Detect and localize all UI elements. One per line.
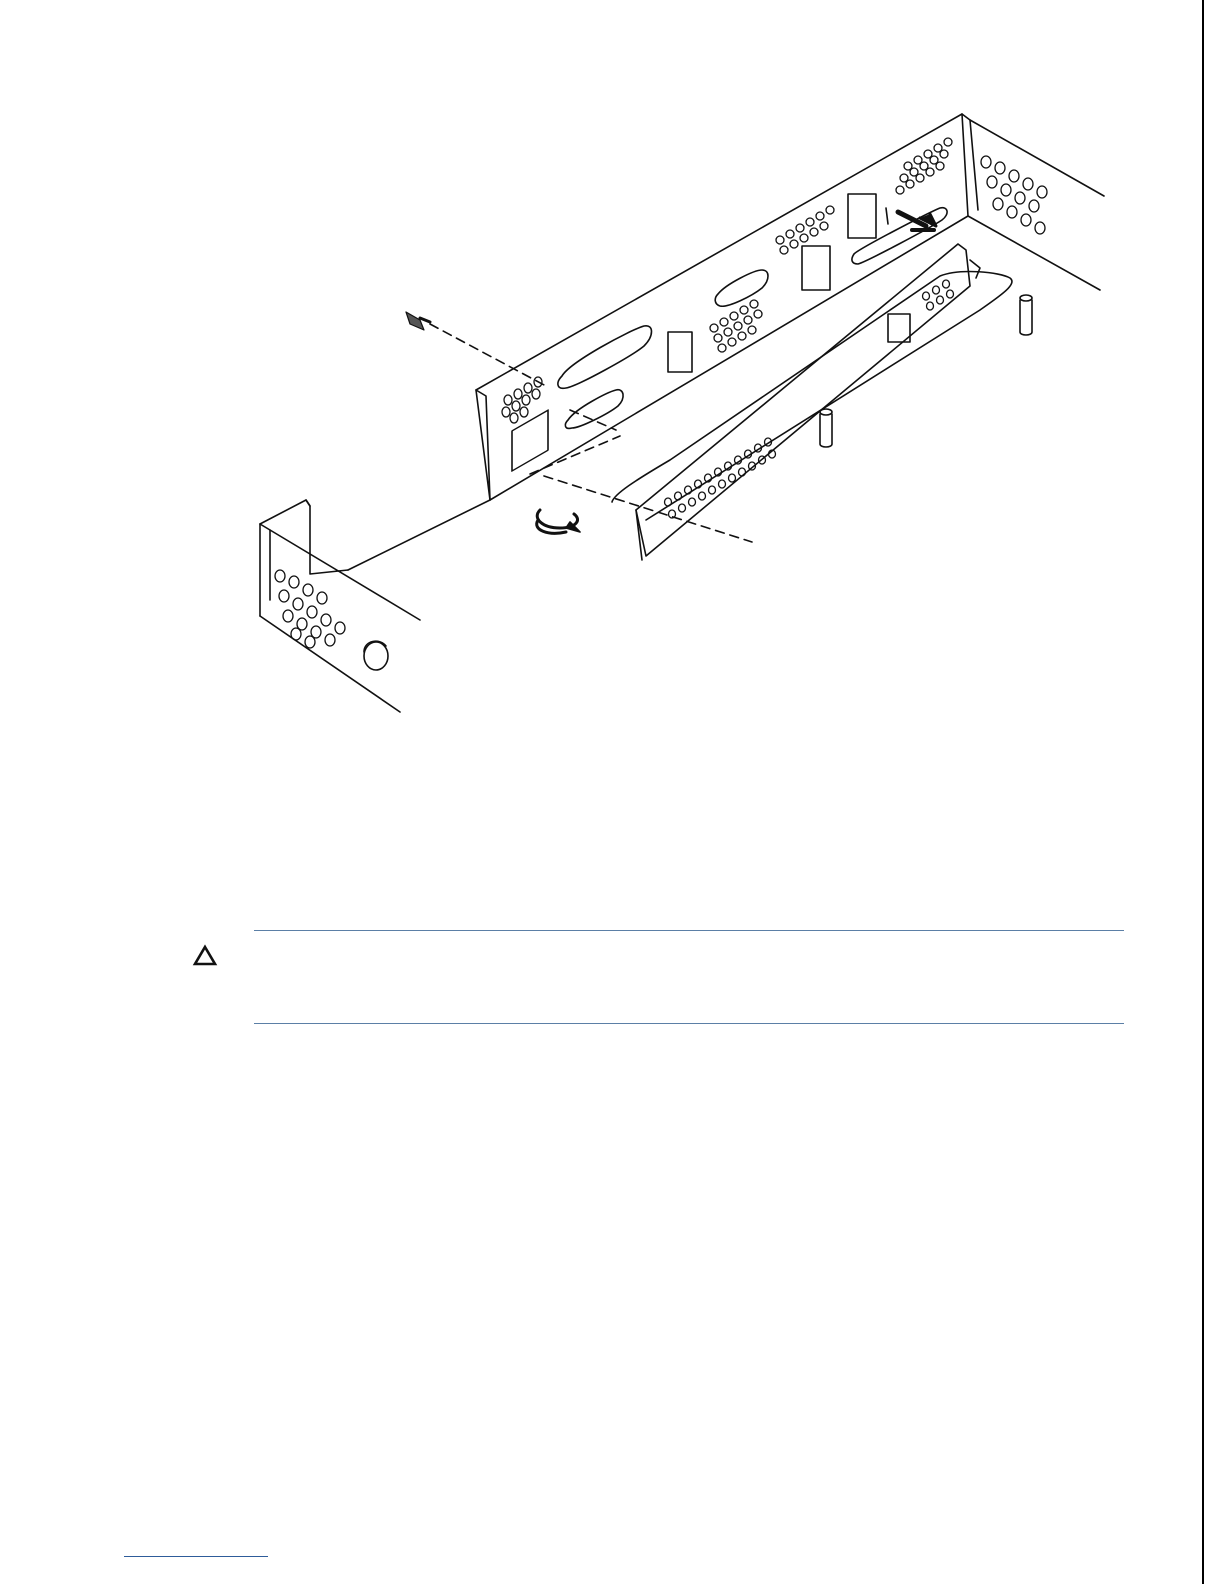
caution-triangle-icon	[192, 944, 218, 968]
footer-rule	[124, 1556, 268, 1557]
rear-panel-assembly-illustration	[240, 100, 1120, 740]
caution-bottom-rule	[254, 1023, 1124, 1024]
caution-top-rule	[254, 930, 1124, 931]
page-edge-line	[1202, 0, 1204, 1584]
